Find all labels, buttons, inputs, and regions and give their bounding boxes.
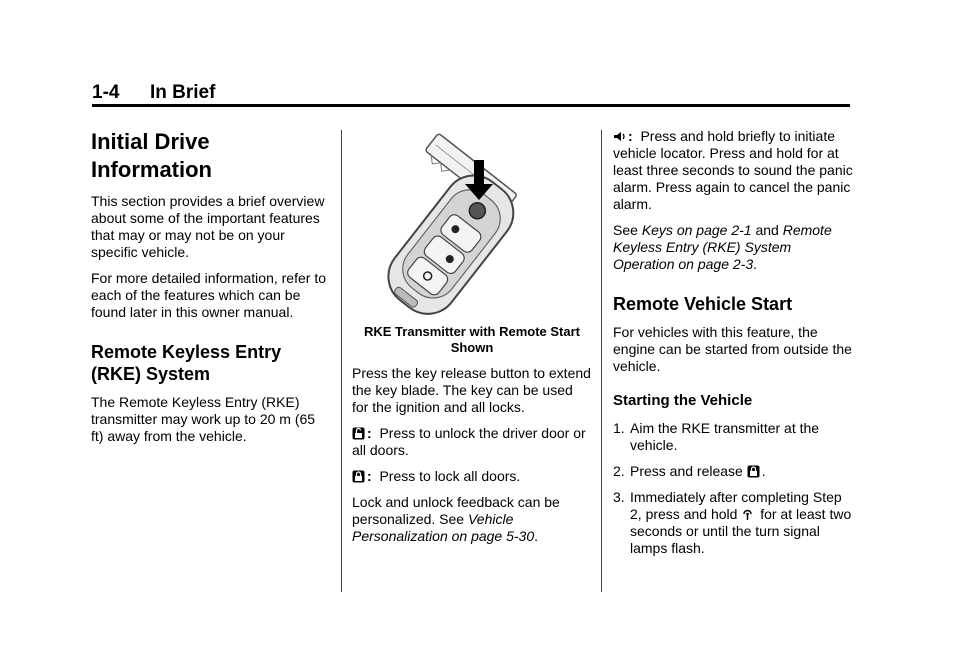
rke-transmitter-figure: [352, 128, 592, 324]
step-text: Immediately after completing Step 2, press and hold: [630, 489, 842, 522]
step-text: Press and release: [630, 463, 743, 479]
remote-start-heading: Remote Vehicle Start: [613, 294, 793, 314]
horn-locator-icon: [613, 130, 626, 143]
see-end: .: [753, 256, 757, 272]
step-number: 2.: [613, 463, 625, 479]
and-word: and: [755, 222, 779, 238]
list-item: [613, 420, 853, 454]
page-number: 1-4: [92, 82, 120, 103]
key-release-paragraph: Press the key release button to extend the key blade. The key can be used for the ignition and all locks.: [352, 365, 591, 415]
keys-reference: Keys on page 2-1: [641, 222, 752, 238]
remote-start-icon: [741, 508, 754, 521]
feedback-text: Lock and unlock feedback can be personalized. See: [352, 494, 560, 527]
step-text-end: for at least two seconds or until the turn signal lamps flash.: [630, 506, 852, 556]
unlock-text: Press to unlock the driver door or all doors.: [352, 425, 586, 458]
locator-separator: :: [628, 128, 633, 144]
lock-separator: :: [367, 468, 372, 484]
column-divider-1: [341, 130, 342, 592]
step-text: Aim the RKE transmitter at the vehicle.: [630, 420, 820, 453]
column-3: [613, 128, 853, 557]
locator-text: Press and hold briefly to initiate vehicle locator. Press and hold for at least three seconds to sound the panic alarm. Press again to cancel the panic alarm.: [613, 128, 853, 212]
lock-icon: [747, 465, 760, 478]
column-divider-2: [601, 130, 602, 592]
rke-range-paragraph: The Remote Keyless Entry (RKE) transmitter may work up to 20 m (65 ft) away from the vehicle.: [91, 394, 316, 444]
rke-transmitter-illustration: [352, 128, 592, 324]
list-item: [613, 463, 853, 480]
locator-paragraph: [613, 128, 853, 213]
column-1: [91, 128, 331, 445]
figure-caption: RKE Transmitter with Remote Start Shown: [364, 324, 580, 355]
unlock-separator: :: [367, 425, 372, 441]
feedback-end: .: [534, 528, 539, 544]
lock-paragraph: [352, 468, 592, 485]
more-info-paragraph: For more detailed information, refer to each of the features which can be found later in this owner manual.: [91, 270, 326, 320]
header-rule: [92, 104, 850, 107]
step-text-end: .: [761, 463, 766, 479]
rke-operation-reference: Remote Keyless Entry (RKE) System Operation on page 2-3: [613, 222, 832, 272]
see-word: See: [613, 222, 638, 238]
rke-heading: Remote Keyless Entry (RKE) System: [91, 342, 282, 384]
start-steps-list: [613, 420, 853, 557]
column-2: [352, 128, 592, 545]
lock-text: Press to lock all doors.: [379, 468, 521, 484]
unlock-paragraph: [352, 425, 592, 459]
unlock-icon: [352, 427, 365, 440]
section-title: In Brief: [150, 82, 216, 103]
list-item: [613, 489, 853, 557]
remote-start-paragraph: For vehicles with this feature, the engine can be started from outside the vehicle.: [613, 324, 852, 374]
intro-paragraph: This section provides a brief overview about some of the important features that may or may not be on your specific vehicle.: [91, 193, 325, 260]
see-references-paragraph: [613, 222, 853, 273]
feedback-paragraph: [352, 494, 592, 545]
feedback-reference: Vehicle Personalization on page 5-30: [352, 511, 535, 544]
initial-drive-heading: Initial Drive Information: [91, 129, 212, 182]
step-number: 3.: [613, 489, 625, 505]
step-number: 1.: [613, 420, 625, 436]
starting-vehicle-heading: Starting the Vehicle: [613, 392, 753, 409]
lock-icon: [352, 470, 365, 483]
